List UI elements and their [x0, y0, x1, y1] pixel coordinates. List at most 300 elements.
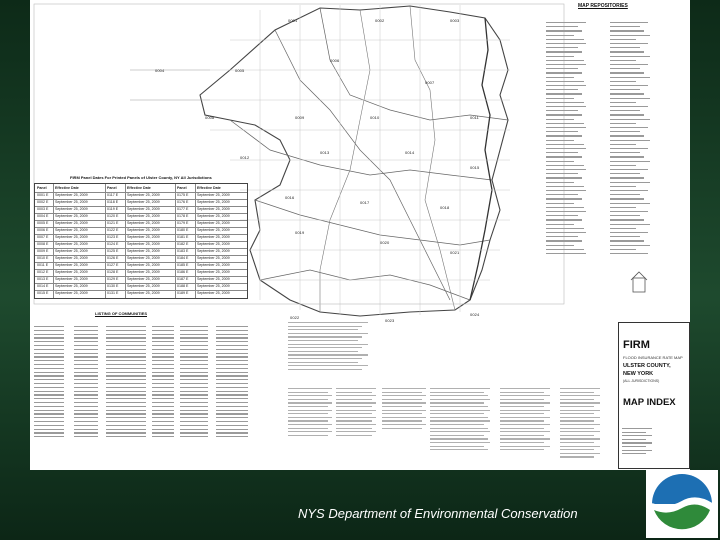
community-row-line	[74, 391, 98, 392]
firm-table-cell: September 25, 2009	[127, 214, 160, 218]
firm-table-divider	[195, 184, 196, 298]
community-row-line	[106, 387, 146, 388]
repository-entry-line	[546, 228, 584, 229]
firm-table-cell: 0010 E	[37, 256, 49, 260]
community-row-line	[180, 383, 208, 384]
note-text-line	[288, 431, 332, 432]
community-row-line	[216, 391, 248, 392]
note-text-line	[288, 417, 332, 418]
community-row-line	[216, 394, 248, 395]
note-text-line	[336, 399, 372, 400]
community-row-line	[74, 341, 98, 342]
firm-table-cell: September 25, 2009	[197, 270, 230, 274]
repository-entry-line	[610, 81, 636, 82]
repository-entry-line	[546, 156, 582, 157]
note-text-line	[336, 392, 372, 393]
note-text-line	[500, 442, 544, 443]
community-row-line	[34, 429, 64, 430]
community-row-line	[152, 436, 174, 437]
repository-entry-line	[610, 72, 644, 73]
note-text-line	[288, 329, 358, 330]
community-row-line	[180, 345, 208, 346]
firm-table-cell: 0125 E	[107, 249, 119, 253]
repository-entry-line	[546, 47, 578, 48]
firm-table-divider	[105, 184, 106, 298]
firm-table-divider	[175, 184, 176, 298]
community-row-line	[34, 436, 64, 437]
firm-table-cell: September 25, 2009	[197, 200, 230, 204]
firm-table-cell: 0188 E	[177, 284, 189, 288]
community-row-line	[152, 402, 174, 403]
firm-table-cell: 0008 E	[37, 242, 49, 246]
community-row-line	[180, 421, 208, 422]
firm-table-cell: September 25, 2009	[127, 263, 160, 267]
note-text-line	[382, 417, 426, 418]
repository-entry-line	[610, 43, 648, 44]
firm-table-rule	[35, 227, 247, 228]
community-row-line	[152, 364, 174, 365]
firm-table-cell: 0181 E	[177, 235, 189, 239]
community-row-line	[180, 337, 208, 338]
firm-table-rule	[35, 234, 247, 235]
note-text-line	[430, 413, 484, 414]
title-block-line	[622, 428, 652, 429]
repository-entry-line	[546, 240, 582, 241]
community-row-line	[180, 413, 208, 414]
firm-table-cell: September 25, 2009	[197, 263, 230, 267]
community-row-line	[180, 425, 208, 426]
community-row-line	[152, 398, 174, 399]
note-text-line	[430, 420, 490, 421]
community-row-line	[216, 398, 248, 399]
firm-table-cell: September 25, 2009	[127, 270, 160, 274]
community-row-line	[180, 353, 208, 354]
community-row-line	[74, 410, 98, 411]
repository-entry-line	[546, 224, 574, 225]
repository-entry-line	[610, 173, 640, 174]
firm-table-cell: September 25, 2009	[55, 277, 88, 281]
community-row-line	[106, 383, 146, 384]
community-row-line	[152, 349, 174, 350]
repository-entry-line	[610, 35, 650, 36]
community-row-line	[74, 432, 98, 433]
firm-table-cell: 0178 E	[177, 214, 189, 218]
title-block-line	[622, 450, 652, 451]
community-row-line	[180, 432, 208, 433]
community-row-line	[34, 375, 64, 376]
community-row-line	[152, 341, 174, 342]
panel-label: 0011	[470, 115, 480, 120]
repository-entry-line	[610, 22, 648, 23]
note-text-line	[382, 402, 426, 403]
repository-entry-line	[546, 161, 574, 162]
firm-table-cell: 0006 E	[37, 228, 49, 232]
repository-entry-line	[610, 110, 640, 111]
flood-map-index-sheet	[30, 0, 690, 470]
repository-entry-line	[546, 215, 578, 216]
firm-table-cell: 0007 E	[37, 235, 49, 239]
community-row-line	[106, 353, 146, 354]
repository-entry-line	[546, 81, 584, 82]
community-row-line	[216, 334, 248, 335]
panel-label: 0002	[375, 18, 385, 23]
repository-entry-line	[610, 123, 636, 124]
note-text-line	[382, 388, 426, 389]
note-text-line	[288, 362, 358, 363]
repository-entry-line	[610, 51, 644, 52]
community-row-line	[180, 379, 208, 380]
panel-label: 0004	[155, 68, 165, 73]
community-row-line	[106, 432, 146, 433]
communities-table-title: LISTING OF COMMUNITIES	[95, 311, 147, 316]
community-row-line	[34, 353, 64, 354]
panel-label: 0013	[320, 150, 330, 155]
note-text-line	[288, 365, 368, 366]
community-row-line	[216, 353, 248, 354]
firm-table-cell: September 25, 2009	[55, 291, 88, 295]
note-text-line	[288, 322, 368, 323]
community-row-line	[152, 356, 174, 357]
panel-label: 0016	[285, 195, 295, 200]
note-text-line	[288, 402, 332, 403]
community-row-line	[34, 410, 64, 411]
community-row-line	[34, 432, 64, 433]
repository-entry-line	[546, 144, 584, 145]
firm-table-cell: 0189 E	[177, 291, 189, 295]
community-row-line	[74, 402, 98, 403]
note-text-line	[382, 428, 422, 429]
firm-table-cell: 0179 E	[177, 221, 189, 225]
community-row-line	[74, 417, 98, 418]
community-row-line	[180, 402, 208, 403]
note-text-line	[430, 431, 490, 432]
community-row-line	[216, 402, 248, 403]
firm-table-cell: September 25, 2009	[55, 200, 88, 204]
community-row-line	[106, 334, 146, 335]
community-row-line	[106, 436, 146, 437]
firm-table-cell: 0117 E	[107, 193, 119, 197]
community-row-line	[180, 429, 208, 430]
community-row-line	[34, 356, 64, 357]
repository-entry-line	[610, 224, 650, 225]
panel-label: 0020	[380, 240, 390, 245]
note-text-line	[500, 410, 550, 411]
community-row-line	[152, 330, 174, 331]
county-name: ULSTER COUNTY,	[623, 363, 671, 369]
repository-entry-line	[546, 245, 574, 246]
firm-table-cell: 0128 E	[107, 270, 119, 274]
community-row-line	[152, 379, 174, 380]
community-row-line	[34, 383, 64, 384]
repository-entry-line	[610, 144, 636, 145]
note-text-line	[288, 413, 328, 414]
note-text-line	[430, 399, 490, 400]
note-text-line	[560, 424, 600, 425]
repository-entry-line	[546, 253, 586, 254]
panel-label: 0019	[295, 230, 305, 235]
community-row-line	[34, 326, 64, 327]
note-text-line	[560, 428, 594, 429]
note-text-line	[288, 428, 328, 429]
note-text-line	[430, 406, 488, 407]
firm-table-rule	[35, 269, 247, 270]
firm-table-cell: 0182 E	[177, 242, 189, 246]
note-text-line	[288, 420, 328, 421]
firm-table-cell: 0183 E	[177, 249, 189, 253]
firm-table-header: Panel	[107, 186, 117, 190]
firm-table-cell: September 25, 2009	[197, 228, 230, 232]
community-row-line	[34, 364, 64, 365]
repository-entry-line	[546, 60, 584, 61]
community-row-line	[180, 398, 208, 399]
community-row-line	[74, 375, 98, 376]
community-row-line	[216, 379, 248, 380]
community-row-line	[34, 345, 64, 346]
community-row-line	[216, 372, 248, 373]
community-row-line	[216, 417, 248, 418]
note-text-line	[560, 438, 600, 439]
repository-entry-line	[610, 169, 648, 170]
note-text-line	[430, 424, 484, 425]
note-text-line	[288, 435, 328, 436]
community-row-line	[216, 337, 248, 338]
firm-table-header: Effective Date	[127, 186, 151, 190]
community-row-line	[152, 425, 174, 426]
firm-table-rule	[35, 192, 247, 193]
repository-entry-line	[546, 182, 574, 183]
repository-entry-line	[546, 35, 574, 36]
firm-table-cell: September 25, 2009	[197, 256, 230, 260]
community-row-line	[34, 372, 64, 373]
note-text-line	[336, 402, 376, 403]
firm-table-cell: September 25, 2009	[197, 242, 230, 246]
community-row-line	[152, 406, 174, 407]
firm-table-cell: 0118 E	[107, 200, 119, 204]
repository-entry-line	[546, 152, 578, 153]
community-row-line	[152, 353, 174, 354]
repository-entry-line	[546, 232, 586, 233]
firm-table-cell: 0005 E	[37, 221, 49, 225]
firm-table-cell: September 25, 2009	[197, 193, 230, 197]
firm-table-cell: 0177 E	[177, 207, 189, 211]
community-row-line	[74, 421, 98, 422]
repository-entry-line	[546, 106, 586, 107]
note-text-line	[500, 420, 544, 421]
repository-entry-line	[546, 114, 582, 115]
repository-entry-line	[610, 26, 640, 27]
repository-entry-line	[610, 64, 648, 65]
community-row-line	[180, 410, 208, 411]
repository-entry-line	[546, 198, 582, 199]
note-text-line	[560, 406, 594, 407]
community-row-line	[180, 341, 208, 342]
note-text-line	[382, 410, 426, 411]
firm-table-cell: September 25, 2009	[197, 249, 230, 253]
repository-entry-line	[610, 60, 636, 61]
repository-entry-line	[546, 207, 584, 208]
note-text-line	[288, 333, 368, 334]
community-row-line	[216, 436, 248, 437]
community-row-line	[216, 360, 248, 361]
community-row-line	[152, 394, 174, 395]
community-row-line	[216, 383, 248, 384]
note-text-line	[430, 435, 484, 436]
community-row-line	[34, 391, 64, 392]
repository-entry-line	[546, 219, 582, 220]
note-text-line	[288, 358, 362, 359]
panel-label: 0006	[330, 58, 340, 63]
firm-subheading: FLOOD INSURANCE RATE MAP	[623, 355, 683, 360]
firm-table-cell: September 25, 2009	[197, 214, 230, 218]
community-row-line	[216, 406, 248, 407]
note-text-line	[288, 347, 362, 348]
repository-entry-line	[546, 165, 584, 166]
repository-entry-line	[610, 194, 640, 195]
repository-entry-line	[546, 169, 586, 170]
note-text-line	[382, 420, 422, 421]
community-row-line	[74, 356, 98, 357]
community-row-line	[34, 330, 64, 331]
repository-entry-line	[546, 123, 584, 124]
community-row-line	[180, 349, 208, 350]
community-row-line	[106, 398, 146, 399]
community-row-line	[180, 387, 208, 388]
note-text-line	[560, 388, 600, 389]
firm-table-cell: September 25, 2009	[127, 207, 160, 211]
title-block-line	[622, 442, 652, 443]
community-row-line	[34, 349, 64, 350]
note-text-line	[500, 417, 550, 418]
community-row-line	[152, 337, 174, 338]
panel-label: 0014	[405, 150, 415, 155]
note-text-line	[288, 410, 332, 411]
community-row-line	[152, 413, 174, 414]
firm-table-cell: September 25, 2009	[55, 256, 88, 260]
community-row-line	[74, 406, 98, 407]
community-row-line	[216, 432, 248, 433]
note-text-line	[560, 402, 600, 403]
community-row-line	[106, 375, 146, 376]
note-text-line	[336, 388, 376, 389]
note-text-line	[382, 399, 422, 400]
community-row-line	[34, 387, 64, 388]
repository-entry-line	[546, 77, 574, 78]
panel-label: 0024	[470, 312, 480, 317]
repository-entry-line	[610, 156, 644, 157]
panel-label: 0001	[288, 18, 298, 23]
repository-entry-line	[546, 148, 586, 149]
repository-entry-line	[610, 135, 644, 136]
community-row-line	[74, 326, 98, 327]
firm-table-rule	[35, 199, 247, 200]
community-row-line	[106, 394, 146, 395]
repository-entry-line	[546, 127, 586, 128]
panel-label: 0010	[370, 115, 380, 120]
repository-entry-line	[610, 219, 644, 220]
repository-entry-line	[546, 22, 586, 23]
firm-table-cell: 0126 E	[107, 256, 119, 260]
repository-entry-line	[546, 119, 574, 120]
repository-entry-line	[546, 64, 586, 65]
community-row-line	[74, 353, 98, 354]
community-row-line	[216, 345, 248, 346]
firm-table-cell: September 25, 2009	[197, 277, 230, 281]
firm-table-cell: September 25, 2009	[55, 263, 88, 267]
note-text-line	[382, 406, 422, 407]
state-name: NEW YORK	[623, 371, 654, 377]
firm-table-cell: September 25, 2009	[127, 291, 160, 295]
community-row-line	[106, 337, 146, 338]
repository-entry-line	[546, 43, 586, 44]
note-text-line	[500, 392, 544, 393]
firm-table-cell: 0185 E	[177, 263, 189, 267]
firm-table-cell: 0004 E	[37, 214, 49, 218]
note-text-line	[500, 406, 544, 407]
firm-table-rule	[35, 220, 247, 221]
community-row-line	[152, 387, 174, 388]
firm-table-cell: September 25, 2009	[127, 277, 160, 281]
repository-entry-line	[546, 110, 578, 111]
firm-table-cell: September 25, 2009	[55, 214, 88, 218]
note-text-line	[430, 442, 490, 443]
community-row-line	[180, 417, 208, 418]
note-text-line	[336, 410, 376, 411]
community-row-line	[152, 345, 174, 346]
community-row-line	[106, 410, 146, 411]
repository-entry-line	[546, 68, 578, 69]
firm-table-cell: September 25, 2009	[127, 242, 160, 246]
firm-table-rule	[35, 248, 247, 249]
firm-table-cell: September 25, 2009	[197, 291, 230, 295]
title-block-line	[622, 435, 652, 436]
community-row-line	[74, 394, 98, 395]
community-row-line	[180, 330, 208, 331]
note-text-line	[382, 392, 422, 393]
community-row-line	[34, 406, 64, 407]
repository-entry-line	[610, 249, 636, 250]
firm-table-rule	[35, 213, 247, 214]
note-text-line	[500, 431, 550, 432]
repository-entry-line	[610, 98, 650, 99]
community-row-line	[106, 421, 146, 422]
community-row-line	[180, 375, 208, 376]
note-text-line	[430, 395, 488, 396]
note-text-line	[500, 395, 550, 396]
community-row-line	[152, 391, 174, 392]
panel-label: 0021	[450, 250, 460, 255]
note-text-line	[560, 446, 600, 447]
community-row-line	[106, 429, 146, 430]
repository-entry-line	[610, 190, 648, 191]
firm-table-cell: 0186 E	[177, 270, 189, 274]
firm-table-cell: September 25, 2009	[55, 235, 88, 239]
repository-entry-line	[546, 131, 578, 132]
firm-table-cell: 0014 E	[37, 284, 49, 288]
firm-table-cell: 0003 E	[37, 207, 49, 211]
community-row-line	[34, 398, 64, 399]
note-text-line	[288, 354, 368, 355]
firm-table-rule	[35, 290, 247, 291]
community-row-line	[74, 330, 98, 331]
repository-entry-line	[610, 56, 650, 57]
community-row-line	[34, 337, 64, 338]
note-text-line	[336, 406, 372, 407]
community-row-line	[74, 345, 98, 346]
firm-table-cell: September 25, 2009	[55, 221, 88, 225]
repository-entry-line	[546, 72, 582, 73]
note-text-line	[336, 424, 376, 425]
community-row-line	[34, 417, 64, 418]
